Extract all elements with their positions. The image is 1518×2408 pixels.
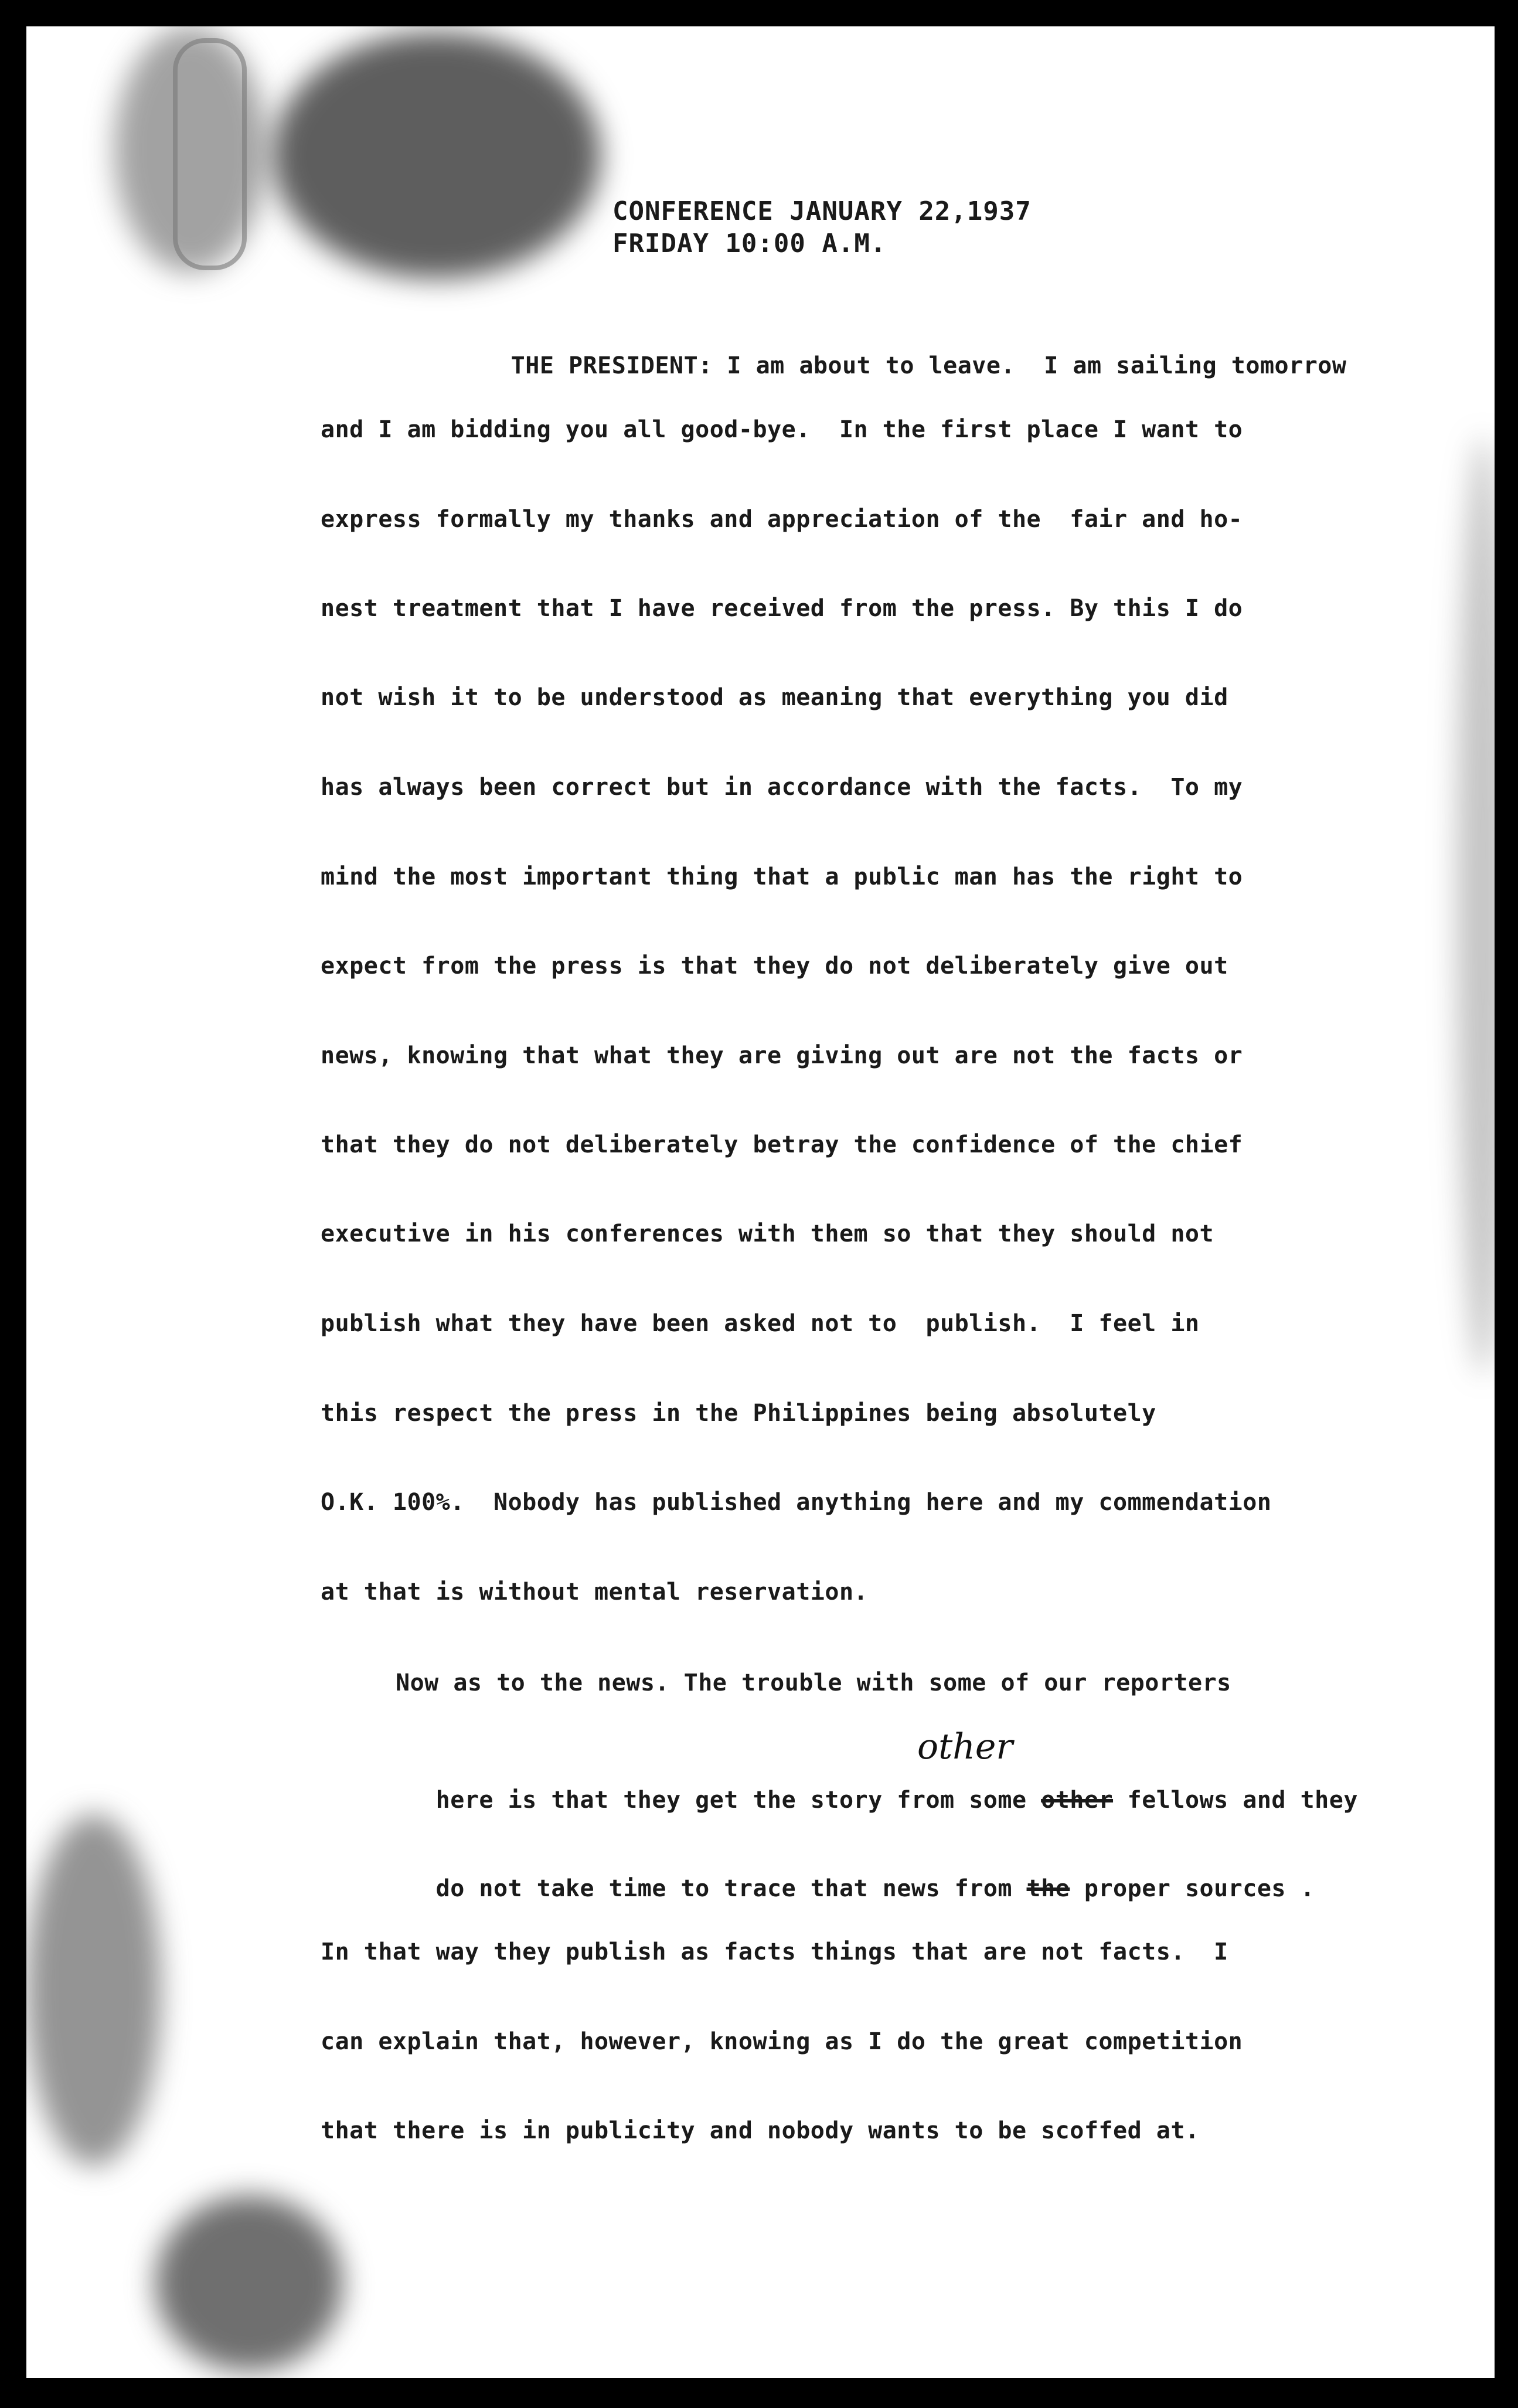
body-line-7: mind the most important thing that a public man has the right to [321,863,1243,890]
body-text: I am about to leave. I am sailing tomorrow [727,352,1347,379]
body-line-3: express formally my thanks and appreciation of the fair and ho- [321,506,1243,533]
para2-line-3 [321,1848,1315,1929]
para2-line-1: Now as to the news. The trouble with some of our reporters [396,1669,1231,1696]
document-page [26,26,1495,2378]
body-line-4: nest treatment that I have received from the press. By this I do [321,595,1243,622]
body-line-6: has always been correct but in accordance with the facts. To my [321,774,1243,801]
heading-line-2: FRIDAY 10:00 A.M. [612,229,887,259]
body-line-14: O.K. 100%. Nobody has published anything here and my commendation [321,1489,1272,1516]
body-line-8: expect from the press is that they do not deliberately give out [321,953,1228,979]
heading-line-1: CONFERENCE JANUARY 22,1937 [612,196,1032,226]
body-line-5: not wish it to be understood as meaning that everything you did [321,684,1228,711]
body-line-13: this respect the press in the Philippines being absolutely [321,1400,1156,1427]
body-text: fellows and they [1113,1787,1358,1814]
body-line-15: at that is without mental reservation. [321,1579,869,1606]
speaker-label: THE PRESIDENT: [510,352,713,379]
body-text: do not take time to trace that news from [435,1875,1027,1902]
document-text [26,26,1495,2378]
para2-line-5: can explain that, however, knowing as I do the great competition [321,2028,1243,2055]
body-line-2: and I am bidding you all good-bye. In the first place I want to [321,416,1243,443]
struck-word: the [1026,1875,1070,1902]
struck-word: other [1041,1787,1114,1814]
para2-line-6: that there is in publicity and nobody wants to be scoffed at. [321,2117,1200,2144]
body-line-9: news, knowing that what they are giving out are not the facts or [321,1042,1243,1069]
para2-line-4: In that way they publish as facts things that are not facts. I [321,1938,1228,1965]
body-line-12: publish what they have been asked not to publish. I feel in [321,1310,1200,1337]
para2-line-2 [321,1760,1358,1841]
body-line-1 [396,325,1346,406]
body-line-11: executive in his conferences with them so that they should not [321,1220,1214,1247]
body-text: proper sources . [1070,1875,1315,1902]
handwritten-insertion: other [917,1726,1013,1767]
body-line-10: that they do not deliberately betray the confidence of the chief [321,1131,1243,1158]
body-text: here is that they get the story from some [435,1787,1042,1814]
